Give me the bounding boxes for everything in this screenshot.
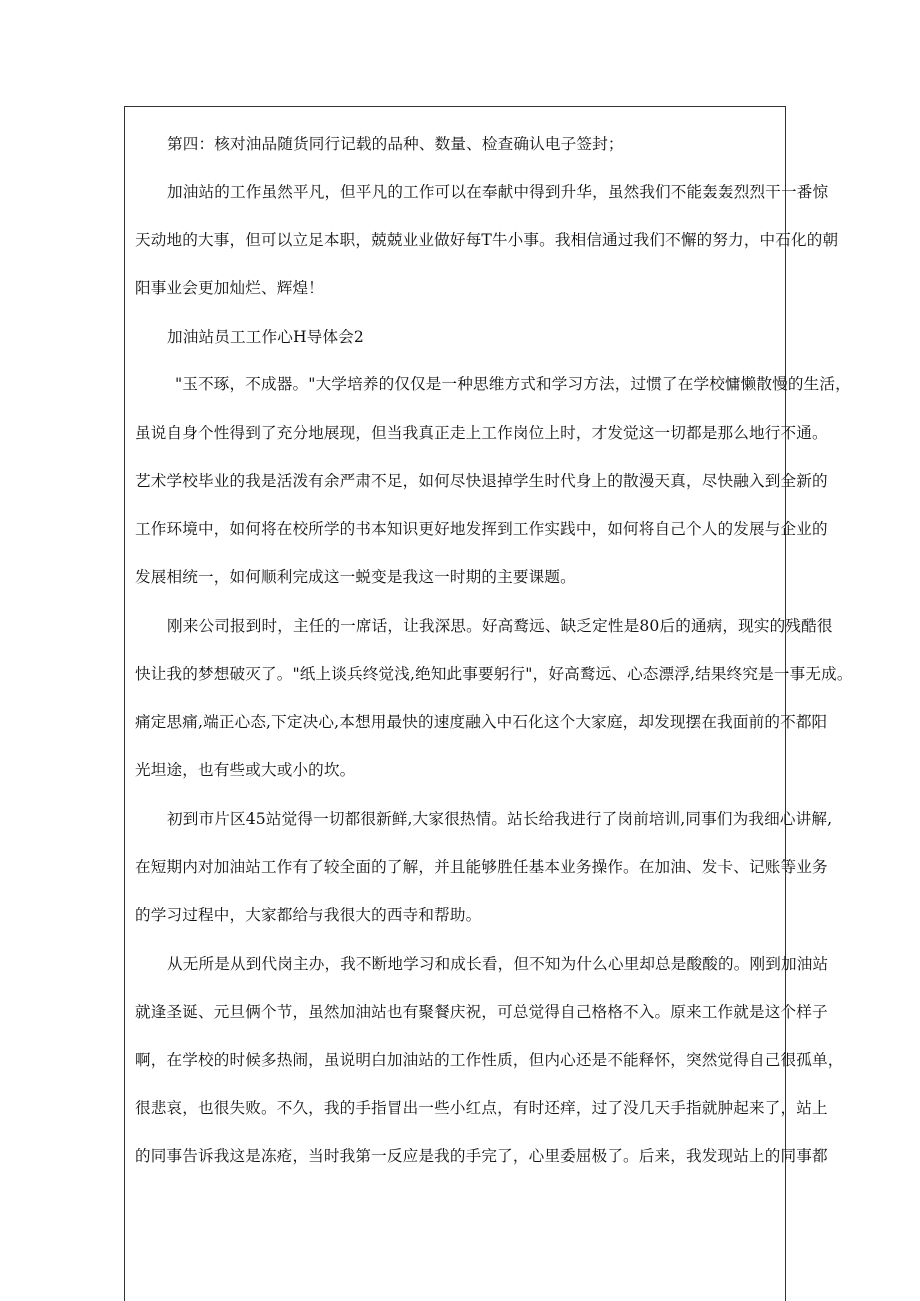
paragraph-line: 刚来公司报到时，主任的一席话，让我深思。好高鹜远、缺乏定性是80后的通病，现实的残酷很 [167, 617, 833, 635]
paragraph-line: 啊，在学校的时候多热闹，虽说明白加油站的工作性质，但内心还是不能释怀，突然觉得自己很孤单， [135, 1051, 844, 1069]
paragraph-line: 的同事告诉我这是冻疮，当时我第一反应是我的手完了，心里委屈极了。后来，我发现站上的同事都 [135, 1147, 828, 1165]
paragraph-line: 的学习过程中，大家都给与我很大的西寺和帮助。 [135, 906, 482, 924]
paragraph-line: 阳事业会更加灿烂、辉煌！ [135, 279, 324, 297]
paragraph-line: 加油站的工作虽然平凡，但平凡的工作可以在奉献中得到升华，虽然我们不能轰轰烈烈干一番惊 [167, 183, 829, 201]
paragraph-line: 工作环境中，如何将在校所学的书本知识更好地发挥到工作实践中，如何将自己个人的发展与企业的 [135, 520, 828, 538]
paragraph-line: 从无所是从到代岗主办，我不断地学习和成长看，但不知为什么心里却总是酸酸的。刚到加油站 [167, 955, 829, 973]
paragraph-line: 很悲哀，也很失败。不久，我的手指冒出一些小红点，有时还痒，过了没几天手指就肿起来了，站上 [135, 1099, 828, 1117]
paragraph-line: 光坦途，也有些或大或小的坎。 [135, 761, 356, 779]
section-heading: 加油站员工工作心H导体会2 [167, 328, 365, 346]
paragraph-line: 就逢圣诞、元旦俩个节，虽然加油站也有聚餐庆祝，可总觉得自己格格不入。原来工作就是这个样子 [135, 1003, 828, 1021]
paragraph-line: 初到市片区45站觉得一切都很新鲜,大家很热情。站长给我进行了岗前培训,同事们为我细心讲解, [167, 810, 833, 828]
paragraph-line: 发展相统一，如何顺利完成这一蜕变是我这一时期的主要课题。 [135, 568, 576, 586]
paragraph-line: 艺术学校毕业的我是活泼有余严肃不足，如何尽快退掉学生时代身上的散漫天真，尽快融入到全新的 [135, 472, 828, 490]
paragraph-line: 虽说自身个性得到了充分地展现，但当我真正走上工作岗位上时，才发觉这一切都是那么地行不通。 [135, 424, 828, 442]
paragraph-line: 天动地的大事，但可以立足本职，兢兢业业做好每T牛小事。我相信通过我们不懈的努力，中石化的朝 [135, 231, 839, 249]
paragraph-line: "玉不琢，不成器。"大学培养的仅仅是一种思维方式和学习方法，过惯了在学校慵懒散慢的生活， [175, 375, 851, 393]
paragraph-line: 在短期内对加油站工作有了较全面的了解，并且能够胜任基本业务操作。在加油、发卡、记账等业务 [135, 858, 828, 876]
paragraph-line: 快让我的梦想破灭了。"纸上谈兵终觉浅,绝知此事要躬行"，好高鹜远、心态漂浮,结果终究是一事无成。 [135, 665, 853, 683]
paragraph-line: 第四：核对油品随货同行记载的品种、数量、检查确认电子签封； [167, 135, 624, 153]
paragraph-line: 痛定思痛,端正心态,下定决心,本想用最快的速度融入中石化这个大家庭，却发现摆在我面前的不都阳 [135, 713, 828, 731]
